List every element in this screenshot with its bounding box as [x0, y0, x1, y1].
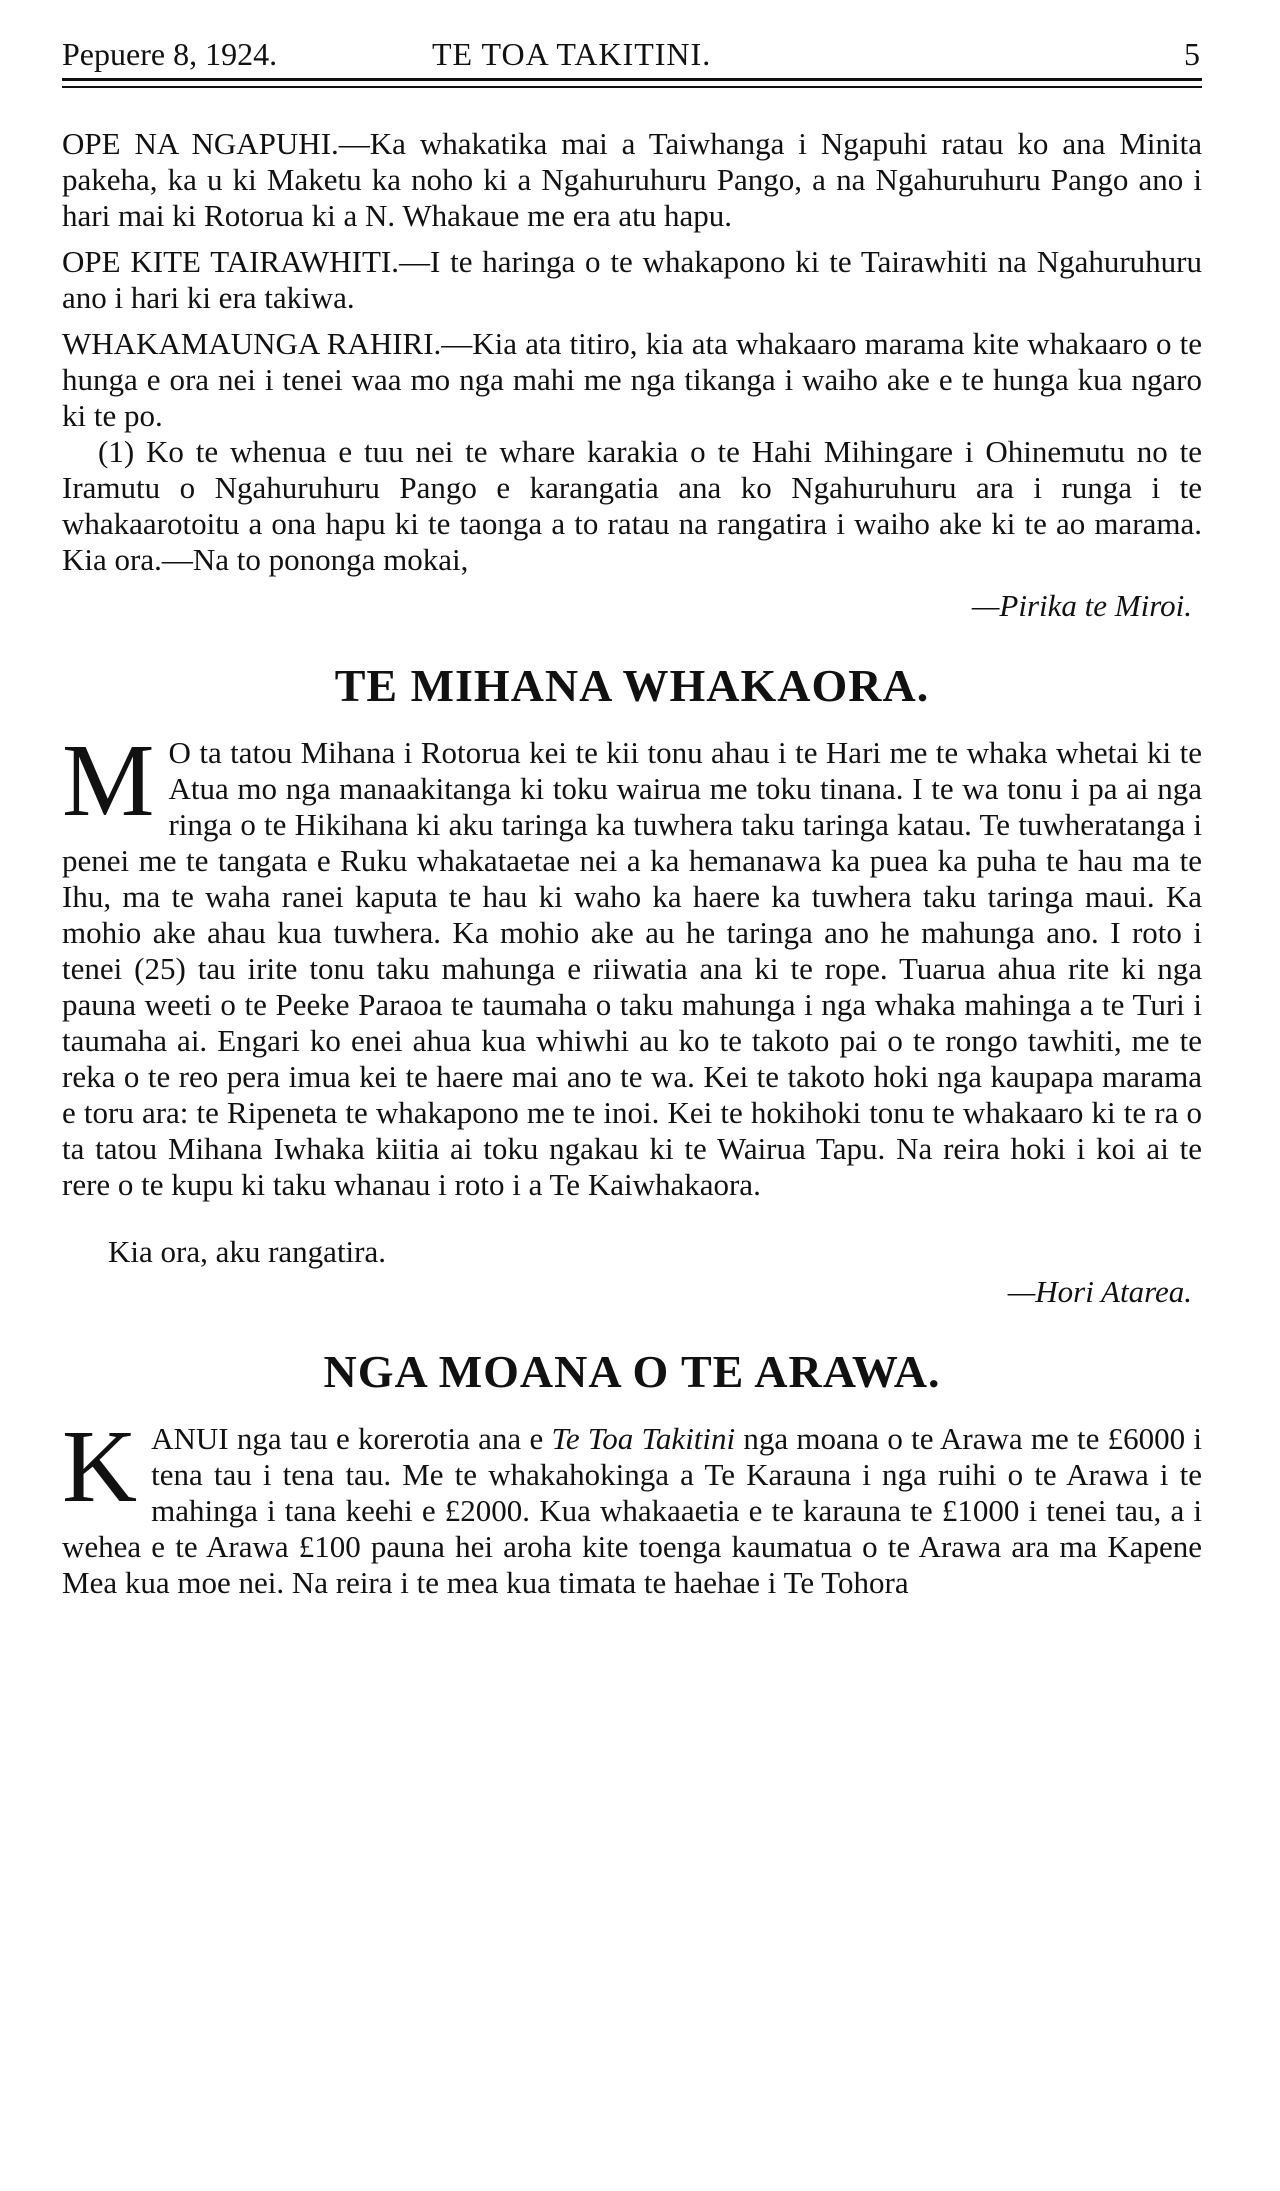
mihana-paragraph [62, 723, 1202, 1203]
moana-paragraph [62, 1409, 1203, 1601]
header-rule-top [62, 78, 1202, 81]
notice-text: —Ka whakatika mai a Taiwhanga i Ngapuhi ratau ko ana Minita pakeha, ka u ki Maketu ka noho ki a Ngahuruhuru Pango, a na Ngahuruhuru Pango ano i hari mai ki Rotorua ki a N. Whakaue me era atu hapu. [62, 126, 1202, 233]
notice-heading: OPE KITE TAIRAWHITI. [62, 244, 399, 279]
section-title-mihana: TE MIHANA WHAKAORA. [334, 660, 930, 711]
notice-tairawhiti [62, 244, 1202, 316]
moana-text-before: ANUI nga tau e korerotia ana e [151, 1421, 552, 1456]
notice-text: —I te haringa o te whakapono ki te Tairawhiti na Ngahuruhuru ano i hari ki era takiwa. [62, 244, 1202, 315]
mihana-closing: Kia ora, aku rangatira. [108, 1234, 387, 1269]
issue-date: Pepuere 8, 1924. [62, 36, 278, 72]
drop-cap: K [62, 1409, 138, 1524]
notice-heading: OPE NA NGAPUHI. [62, 126, 339, 161]
notice-text: —Kia ata titiro, kia ata whakaaro marama kite whakaaro o te hunga e ora nei i tenei waa mo nga mahi me nga tikanga i waiho ake e te hunga kua ngaro ki te po. [62, 326, 1202, 433]
page-header [62, 30, 1220, 76]
section-title-moana: NGA MOANA O TE ARAWA. [323, 1346, 941, 1397]
header-rule-bottom [62, 86, 1202, 88]
moana-text-after: nga moana o te Arawa me te £6000 i tena tau i tena tau. Me te whakahokinga a Te Karauna i nga ruihi o te Arawa i te mahinga i tana keehi e £2000. Kua whakaaetia e te karauna te £1000 i tenei tau, a i wehea e te Arawa £100 pauna hei aroha kite toenga kaumatua o te Arawa ara ma Kapene Mea kua moe nei. Na reira i te mea kua timata te haehae i Te Tohora [62, 1421, 1203, 1600]
notice-ngapuhi [62, 126, 1202, 234]
newspaper-page [62, 30, 1220, 1600]
notice-whakamaunga [62, 326, 1202, 434]
notice-heading: WHAKAMAUNGA RAHIRI. [62, 326, 442, 361]
signature-hori: —Hori Atarea. [1007, 1274, 1192, 1309]
newspaper-name-italic: Te Toa Takitini [551, 1421, 736, 1456]
page-body [62, 126, 1202, 1632]
page-number: 5 [1184, 36, 1200, 72]
mihana-text: O ta tatou Mihana i Rotorua kei te kii tonu ahau i te Hari me te whaka whetai ki te Atua mo nga manaakitanga ki toku wairua me toku tinana. I te wa tonu i pa ai nga ringa o te Hikihana ki aku taringa ka tuwhera taku taringa katau. Te tuwheratanga i penei me te tangata e Ruku whakataetae nei a ka hemanawa ka puea ka puha te hau ma te Ihu, ma te waha ranei kaputa te hau ki waho ka haere ka tuwhera taku taringa maui. Ka mohio ake ahau kua tuwhera. Ka mohio ake au he taringa ano he mahunga ano. I roto i tenei (25) tau irite tonu taku mahunga e riiwatia ana ki te rope. Tuarua ahua rite ki nga pauna weeti o te Peeke Paraoa te taumaha o taku mahunga i nga whaka mahinga a te Turi i taumaha ai. Engari ko enei ahua kua whiwhi au ko te takoto pai o te rongo tawhiti, me te reka o te reo pera imua kei te haere mai ano te wa. Kei te takoto hoki nga kaupapa marama e toru ara: te Ripeneta te whakapono me te inoi. Kei te hokihoki tonu te whakaaro ki te ra o ta tatou Mihana Iwhaka kiitia ai toku ngakau ki te Wairua Tapu. Na reira hoki i koi ai te rere o te kupu ki taku whanau i roto i a Te Kaiwhakaora. [62, 735, 1202, 1202]
newspaper-title: TE TOA TAKITINI. [432, 36, 712, 72]
signature-pirika: —Pirika te Miroi. [971, 588, 1192, 623]
drop-cap: M [62, 723, 155, 838]
numbered-paragraph: (1) Ko te whenua e tuu nei te whare karakia o te Hahi Mihingare i Ohinemutu no te Iramutu o Ngahuruhuru Pango e karangatia ana ko Ngahuruhuru ara i runga i te whakaarotoitu a ona hapu ki te taonga a to ratau na rangatira i waiho ake ki te ao marama. Kia ora.—Na to pononga mokai, [62, 434, 1202, 577]
